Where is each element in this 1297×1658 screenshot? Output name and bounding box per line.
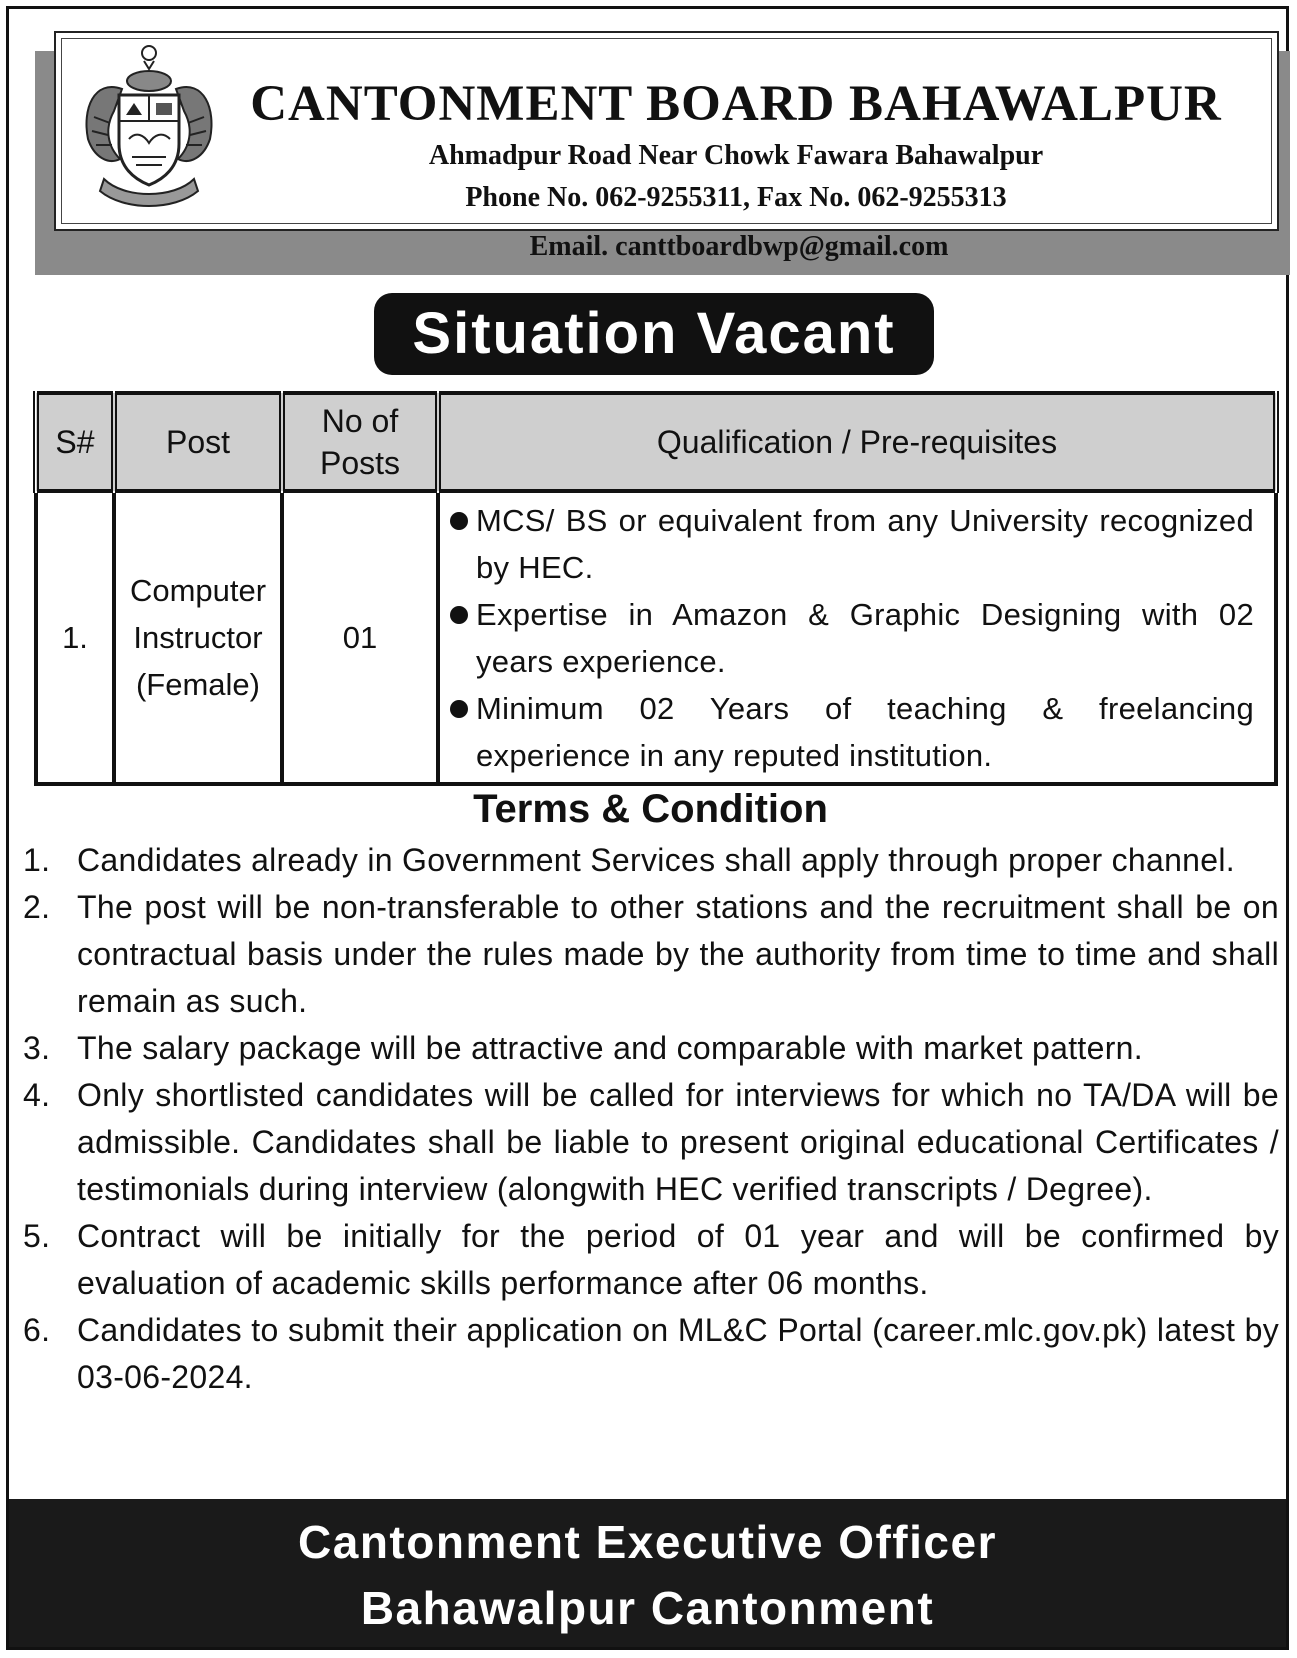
- header-no-of-posts: [282, 393, 438, 491]
- footer-officer-title: Cantonment Executive Officer: [298, 1516, 997, 1568]
- header-sno: S#: [36, 393, 114, 491]
- term-number: 5.: [23, 1218, 51, 1254]
- advertisement-page: [6, 6, 1289, 1650]
- term-number: 3.: [23, 1030, 51, 1066]
- list-item: [23, 837, 1279, 884]
- header-box: [54, 31, 1279, 231]
- vacancy-table: [33, 391, 1279, 786]
- page-title: Situation Vacant: [374, 293, 934, 375]
- term-number: 2.: [23, 889, 51, 925]
- term-number: 1.: [23, 842, 51, 878]
- qualification-item: [450, 685, 1254, 779]
- term-text: Contract will be initially for the period of 01 year and will be confirmed by evaluation of academic skills performance after 06 months.: [77, 1218, 1279, 1301]
- qualification-text: MCS/ BS or equivalent from any University recognized by HEC.: [476, 503, 1254, 585]
- terms-list: [23, 837, 1279, 1401]
- qualification-item: [450, 591, 1254, 685]
- cell-qualifications: [438, 491, 1276, 784]
- bullet-icon: [450, 700, 468, 718]
- header-no-of-posts-line1: No of: [321, 403, 399, 439]
- list-item: [23, 884, 1279, 1025]
- organization-address: Ahmadpur Road Near Chowk Fawara Bahawalpur: [428, 140, 1044, 171]
- list-item: [23, 1025, 1279, 1072]
- table-row: [36, 491, 1276, 784]
- term-text: Only shortlisted candidates will be called for interviews for which no TA/DA will be admissible. Candidates shall be liable to present original educational Certificates / testimonials during interview (alongwith HEC verified transcripts / Degree).: [77, 1077, 1279, 1207]
- footer-signature-block: [9, 1499, 1286, 1647]
- qualification-text: Minimum 02 Years of teaching & freelancing experience in any reputed institution.: [476, 691, 1254, 773]
- organization-name: CANTONMENT BOARD BAHAWALPUR: [250, 76, 1222, 132]
- qualification-text: Expertise in Amazon & Graphic Designing with 02 years experience.: [476, 597, 1254, 679]
- bullet-icon: [450, 606, 468, 624]
- list-item: [23, 1307, 1279, 1401]
- table-header-row: [36, 393, 1276, 491]
- list-item: [23, 1072, 1279, 1213]
- terms-heading: Terms & Condition: [473, 787, 828, 831]
- term-text: Candidates already in Government Services shall apply through proper channel.: [77, 842, 1235, 878]
- header-post: Post: [114, 393, 282, 491]
- organization-email: Email. canttboardbwp@gmail.com: [529, 231, 949, 262]
- qualification-item: [450, 497, 1254, 591]
- footer-office-location: Bahawalpur Cantonment: [360, 1582, 935, 1634]
- bullet-icon: [450, 512, 468, 530]
- crest-emblem-icon: [74, 39, 224, 214]
- organization-phone-fax: Phone No. 062-9255311, Fax No. 062-9255313: [465, 182, 1007, 213]
- term-number: 4.: [23, 1077, 51, 1113]
- cell-no-of-posts: 01: [282, 491, 438, 784]
- cell-sno: 1.: [36, 491, 114, 784]
- cell-post-line2: Instructor: [133, 620, 263, 655]
- term-number: 6.: [23, 1312, 51, 1348]
- header-qualification: Qualification / Pre-requisites: [438, 393, 1276, 491]
- header-no-of-posts-line2: Posts: [319, 445, 401, 481]
- term-text: Candidates to submit their application on ML&C Portal (career.mlc.gov.pk) latest by 03-06-2024.: [77, 1312, 1279, 1395]
- cell-post-line1: Computer: [129, 573, 267, 608]
- cell-post-line3: (Female): [135, 667, 260, 702]
- term-text: The post will be non-transferable to other stations and the recruitment shall be on contractual basis under the rules made by the authority from time to time and shall remain as such.: [77, 889, 1279, 1019]
- term-text: The salary package will be attractive and comparable with market pattern.: [77, 1030, 1143, 1066]
- cell-post: [114, 491, 282, 784]
- list-item: [23, 1213, 1279, 1307]
